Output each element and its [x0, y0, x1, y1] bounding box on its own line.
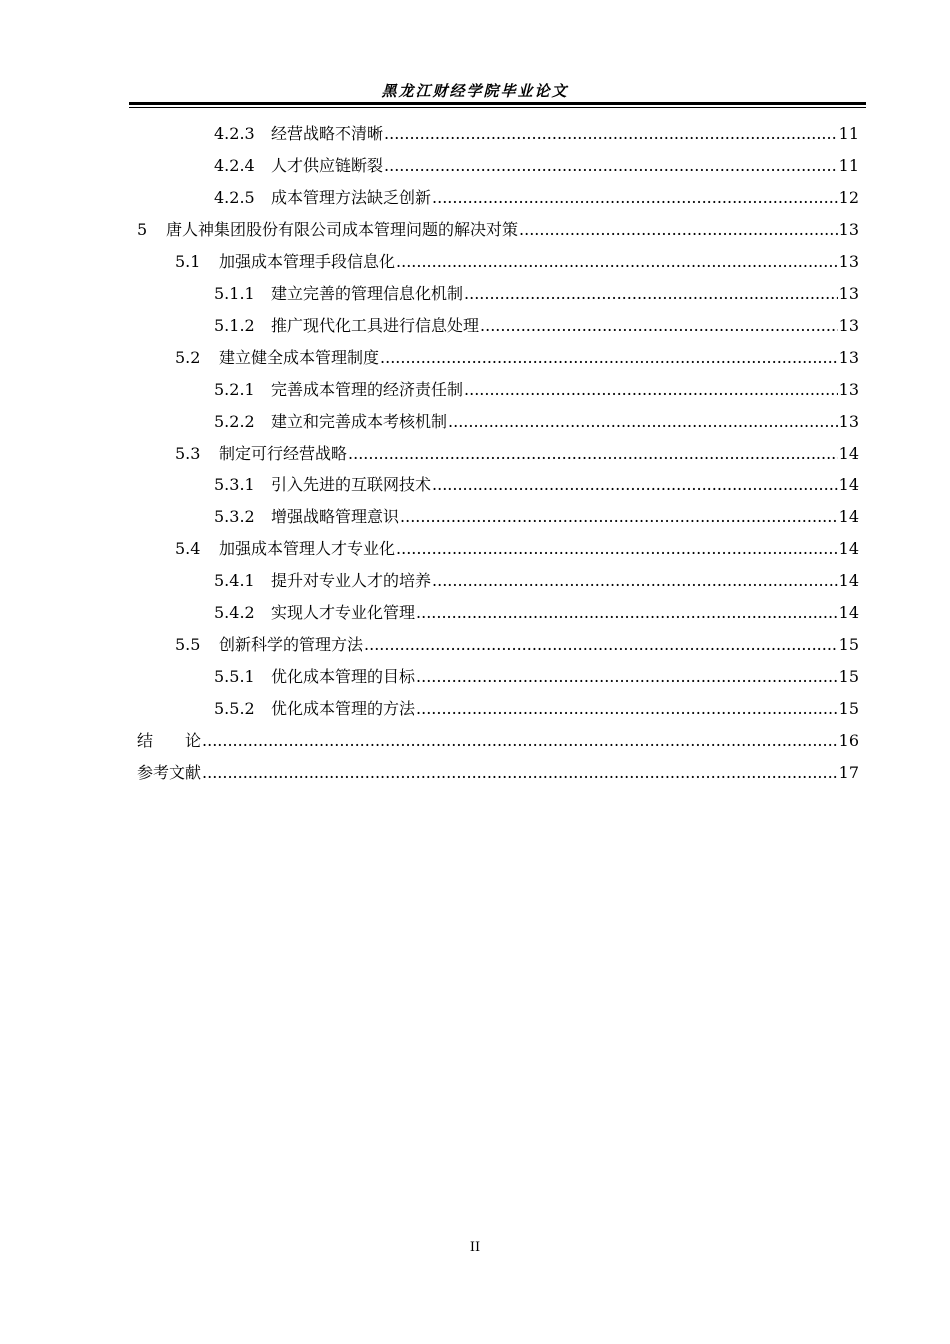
toc-entry-number: 5.4 [175, 539, 201, 559]
toc-entry-page: 14 [838, 507, 859, 527]
toc-dot-leader [432, 182, 838, 214]
toc-entry-number: 5.3 [175, 443, 201, 463]
toc-entry [214, 469, 859, 501]
toc-entry [175, 342, 859, 374]
toc-entry-title: 完善成本管理的经济责任制 [271, 379, 464, 399]
toc-dot-leader [432, 469, 838, 501]
toc-dot-leader [432, 565, 838, 597]
toc-entry-title: 制定可行经营战略 [219, 443, 348, 463]
toc-entry-number: 4.2.4 [214, 155, 255, 175]
toc-entry-title: 参考文献 [137, 763, 202, 782]
toc-dot-leader [416, 597, 838, 629]
toc-entry-title: 创新科学的管理方法 [219, 635, 364, 655]
toc-entry-page: 14 [838, 603, 859, 623]
toc-entry [214, 693, 859, 725]
toc-entry-page: 14 [838, 443, 859, 463]
toc-entry-title: 加强成本管理人才专业化 [219, 539, 396, 559]
toc-entry-page: 14 [838, 571, 859, 591]
toc-entry [175, 246, 859, 278]
toc-dot-leader [202, 757, 838, 789]
toc-entry-title: 优化成本管理的目标 [271, 667, 416, 687]
toc-entry-page: 13 [838, 219, 859, 239]
toc-entry-title: 人才供应链断裂 [271, 155, 384, 175]
toc-entry-title: 建立健全成本管理制度 [219, 347, 380, 367]
toc-dot-leader [384, 118, 838, 150]
toc-entry-page: 11 [838, 124, 859, 143]
toc-entry-title: 唐人神集团股份有限公司成本管理问题的解决对策 [166, 219, 519, 239]
toc-entry-number: 5.3.1 [214, 475, 255, 495]
header-rule-thick [129, 102, 866, 105]
toc-entry-number: 4.2.3 [214, 124, 255, 143]
toc-entry-title: 增强战略管理意识 [271, 507, 400, 527]
toc-entry-page: 13 [838, 251, 859, 271]
toc-entry-title: 提升对专业人才的培养 [271, 571, 432, 591]
toc-entry [214, 597, 859, 629]
toc-entry [214, 661, 859, 693]
toc-entry [214, 182, 859, 214]
toc-entry-title: 加强成本管理手段信息化 [219, 251, 396, 271]
toc-dot-leader [416, 661, 838, 693]
toc-entry [214, 150, 859, 182]
toc-entry [214, 406, 859, 438]
toc-dot-leader [384, 150, 838, 182]
toc-entry-number: 5.5.2 [214, 699, 255, 719]
toc-entry-number: 5.1.1 [214, 283, 255, 303]
toc-entry-number: 4.2.5 [214, 187, 255, 207]
toc-dot-leader [364, 629, 838, 661]
toc-entry-page: 12 [838, 187, 859, 207]
toc-entry [214, 565, 859, 597]
toc-entry-number: 5 [137, 219, 148, 239]
toc-entry-number: 5.1 [175, 251, 201, 271]
toc-dot-leader [416, 693, 838, 725]
footer-page-number: II [469, 1240, 481, 1255]
toc-entry-number: 5.2 [175, 347, 201, 367]
toc-dot-leader [480, 310, 838, 342]
toc-entry [214, 118, 859, 150]
toc-entry-title: 优化成本管理的方法 [271, 699, 416, 719]
toc-entry-number: 5.5.1 [214, 667, 255, 687]
toc-entry [137, 214, 859, 246]
toc-entry-page: 17 [838, 763, 859, 782]
toc-entry-title: 建立和完善成本考核机制 [271, 411, 448, 431]
toc-entry-number: 5.1.2 [214, 315, 255, 335]
toc-entry-title: 推广现代化工具进行信息处理 [271, 315, 480, 335]
toc-entry [137, 757, 859, 789]
toc-entry-number: 5.2.2 [214, 411, 255, 431]
header-title: 黑龙江财经学院毕业论文 [381, 82, 569, 100]
toc-entry-page: 13 [838, 379, 859, 399]
toc-dot-leader [396, 533, 838, 565]
toc-dot-leader [448, 406, 838, 438]
toc-entry-number: 5.3.2 [214, 507, 255, 527]
toc-entry [175, 533, 859, 565]
toc-dot-leader [348, 438, 838, 470]
toc-entry-title: 引入先进的互联网技术 [271, 475, 432, 495]
toc-entry-title: 建立完善的管理信息化机制 [271, 283, 464, 303]
toc-entry-page: 13 [838, 315, 859, 335]
toc-entry-title: 结 论 [137, 731, 202, 751]
toc-entry [175, 629, 859, 661]
toc-entry-page: 11 [838, 155, 859, 175]
toc-dot-leader [400, 501, 838, 533]
toc-dot-leader [519, 214, 838, 246]
toc-dot-leader [396, 246, 838, 278]
toc-entry [175, 438, 859, 470]
header-rule-thin [129, 107, 866, 108]
toc-dot-leader [464, 278, 838, 310]
toc-dot-leader [464, 374, 838, 406]
toc-entry-number: 5.4.2 [214, 603, 255, 623]
toc-entry-page: 13 [838, 411, 859, 431]
toc-entry-page: 13 [838, 283, 859, 303]
toc-entry-page: 15 [838, 667, 859, 687]
toc-dot-leader [202, 725, 838, 757]
toc-entry-title: 经营战略不清晰 [271, 124, 384, 143]
toc-entry [214, 278, 859, 310]
toc-entry-page: 13 [838, 347, 859, 367]
toc-entry [214, 501, 859, 533]
toc-entry [137, 725, 859, 757]
toc-entry-title: 成本管理方法缺乏创新 [271, 187, 432, 207]
toc-entry-page: 15 [838, 635, 859, 655]
toc-entry-number: 5.5 [175, 635, 201, 655]
toc-entry-page: 14 [838, 539, 859, 559]
toc-entry [214, 374, 859, 406]
toc-entry-page: 14 [838, 475, 859, 495]
toc-entry-page: 16 [838, 731, 859, 751]
toc-entry [214, 310, 859, 342]
toc-entry-page: 15 [838, 699, 859, 719]
toc-dot-leader [380, 342, 838, 374]
toc-entry-title: 实现人才专业化管理 [271, 603, 416, 623]
toc-entry-number: 5.2.1 [214, 379, 255, 399]
toc-entry-number: 5.4.1 [214, 571, 255, 591]
